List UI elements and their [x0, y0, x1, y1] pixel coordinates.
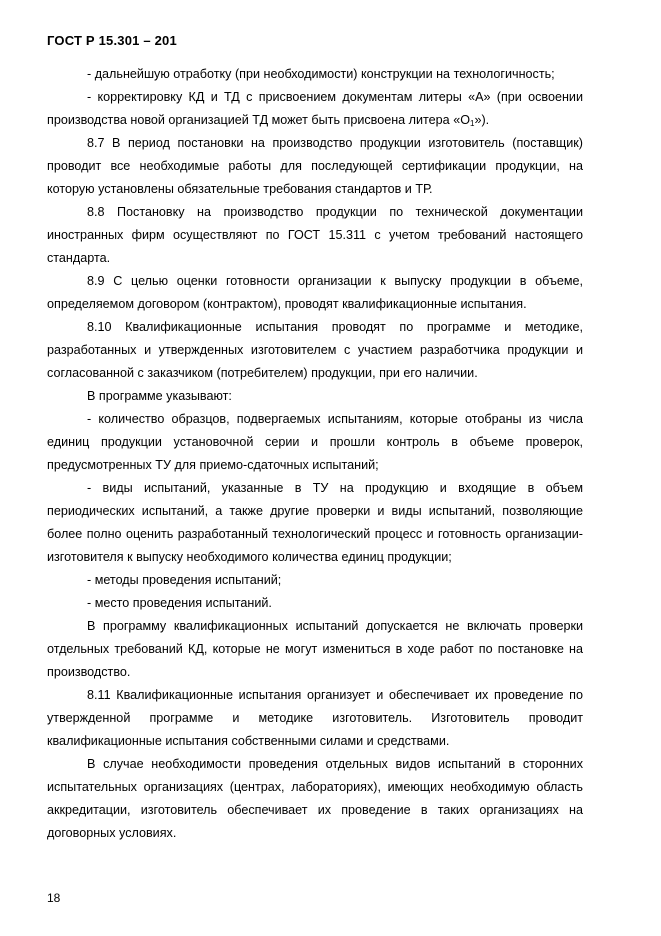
paragraph: В случае необходимости проведения отдельных видов испытаний в сторонних испытательных организациях (центрах, лабораториях), имеющих необходимую область аккредитации, изготовитель обеспечивает их проведение в таких организациях на договорных условиях.: [47, 757, 583, 840]
paragraph: - место проведения испытаний.: [87, 596, 272, 610]
paragraph: 8.10 Квалификационные испытания проводят по программе и методике, разработанных и утвержденных изготовителем с участием разработчика продукции и согласованной с заказчиком (потребителем) продукции, при его наличии.: [47, 320, 583, 380]
paragraph: - дальнейшую отработку (при необходимости) конструкции на технологичность;: [87, 67, 555, 81]
paragraph: В программу квалификационных испытаний допускается не включать проверки отдельных требований КД, которые не могут измениться в ходе работ по постановке на производство.: [47, 619, 583, 679]
paragraph: - количество образцов, подвергаемых испытаниям, которые отобраны из числа единиц продукции установочной серии и прошли контроль в объеме проверок, предусмотренных ТУ для приемо-сдаточных испытаний;: [47, 412, 583, 472]
paragraph-text: - корректировку КД и ТД с присвоением документам литеры «А» (при освоении производства новой организацией ТД может быть присвоена литера «О: [47, 90, 583, 127]
subscript: 1: [470, 119, 475, 128]
paragraph: - методы проведения испытаний;: [87, 573, 282, 587]
paragraph: [47, 86, 583, 132]
paragraph: 8.8 Постановку на производство продукции по технической документации иностранных фирм осуществляют по ГОСТ 15.311 с учетом требований настоящего стандарта.: [47, 205, 583, 265]
document-header: ГОСТ Р 15.301 – 201: [47, 33, 177, 48]
page-number: 18: [47, 891, 61, 905]
paragraph: - виды испытаний, указанные в ТУ на продукцию и входящие в объем периодических испытаний, а также другие проверки и виды испытаний, позволяющие более полно оценить разработанный технологический процесс и готовность организации-изготовителя к выпуску необходимого количества единиц продукции;: [47, 481, 583, 564]
paragraph: 8.9 С целью оценки готовности организации к выпуску продукции в объеме, определяемом договором (контрактом), проводят квалификационные испытания.: [47, 274, 583, 311]
paragraph: В программе указывают:: [87, 389, 232, 403]
paragraph-tail: »).: [474, 113, 490, 127]
document-body: [47, 63, 583, 845]
paragraph: 8.7 В период постановки на производство продукции изготовитель (поставщик) проводит все необходимые работы для последующей сертификации продукции, на которую установлены обязательные требования стандартов и ТР.: [47, 136, 583, 196]
paragraph: 8.11 Квалификационные испытания организует и обеспечивает их проведение по утвержденной программе и методике изготовитель. Изготовитель проводит квалификационные испытания собственными силами и средствами.: [47, 688, 583, 748]
